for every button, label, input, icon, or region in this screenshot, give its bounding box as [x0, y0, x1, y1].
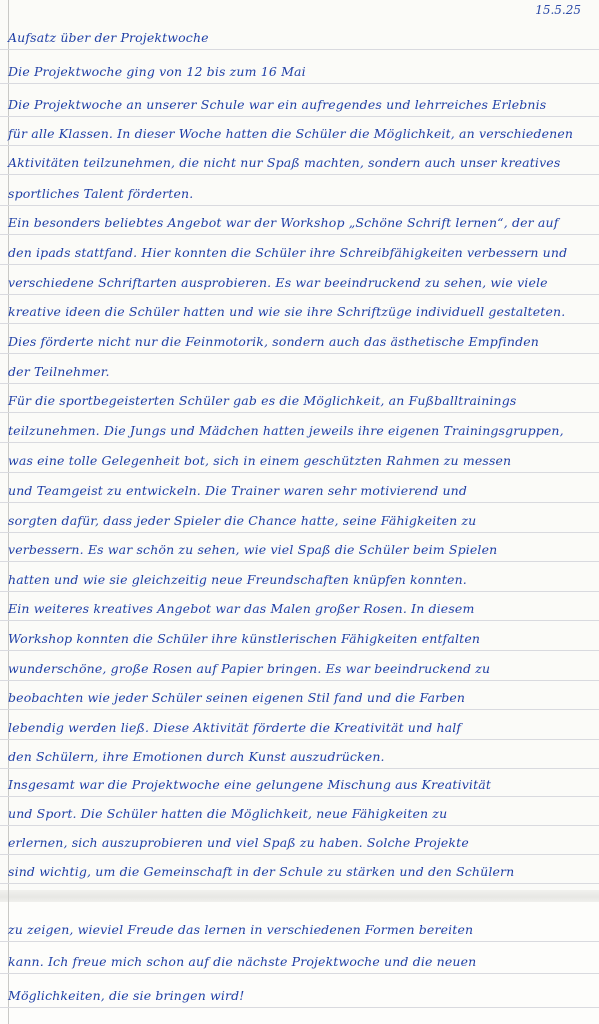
- text-line-2: Die Projektwoche an unserer Schule war ein aufregendes und lehrreiches Erlebnis: [8, 97, 547, 112]
- text-line-27: erlernen, sich auszuprobieren und viel Spaß zu haben. Solche Projekte: [8, 835, 469, 850]
- ruled-line: [0, 174, 599, 175]
- ruled-line: [0, 941, 599, 942]
- ruled-line: [0, 323, 599, 324]
- text-line-23: lebendig werden ließ. Diese Aktivität förderte die Kreativität und half: [8, 720, 462, 735]
- text-line-14: was eine tolle Gelegenheit bot, sich in einem geschützten Rahmen zu messen: [8, 453, 512, 468]
- ruled-line: [0, 854, 599, 855]
- text-line-6: Ein besonders beliebtes Angebot war der Workshop „Schöne Schrift lernen“, der auf: [8, 215, 559, 230]
- text-line-7: den ipads stattfand. Hier konnten die Schüler ihre Schreibfähigkeiten verbessern und: [8, 245, 568, 260]
- ruled-line: [0, 502, 599, 503]
- text-line-17: verbessern. Es war schön zu sehen, wie viel Spaß die Schüler beim Spielen: [8, 542, 498, 557]
- text-line-15: und Teamgeist zu entwickeln. Die Trainer waren sehr motivierend und: [8, 483, 468, 498]
- text-line-3: für alle Klassen. In dieser Woche hatten die Schüler die Möglichkeit, an verschiedenen: [8, 126, 574, 141]
- text-line-29: zu zeigen, wieviel Freude das lernen in verschiedenen Formen bereiten: [8, 922, 474, 937]
- text-line-19: Ein weiteres kreatives Angebot war das Malen großer Rosen. In diesem: [8, 601, 475, 616]
- ruled-line: [0, 145, 599, 146]
- text-line-25: Insgesamt war die Projektwoche eine gelungene Mischung aus Kreativität: [8, 777, 492, 792]
- ruled-line: [0, 353, 599, 354]
- ruled-line: [0, 739, 599, 740]
- text-line-16: sorgten dafür, dass jeder Spieler die Chance hatte, seine Fähigkeiten zu: [8, 513, 477, 528]
- ruled-line: [0, 768, 599, 769]
- text-line-26: und Sport. Die Schüler hatten die Möglichkeit, neue Fähigkeiten zu: [8, 806, 448, 821]
- ruled-line: [0, 709, 599, 710]
- text-line-10: Dies förderte nicht nur die Feinmotorik, sondern auch das ästhetische Empfinden: [8, 334, 539, 349]
- text-line-5: sportliches Talent förderten.: [8, 186, 194, 201]
- text-line-4: Aktivitäten teilzunehmen, die nicht nur Spaß machten, sondern auch unser kreatives: [8, 155, 561, 170]
- text-line-18: hatten und wie sie gleichzeitig neue Freundschaften knüpfen konnten.: [8, 572, 467, 587]
- ruled-line: [0, 591, 599, 592]
- ruled-line: [0, 264, 599, 265]
- text-line-24: den Schülern, ihre Emotionen durch Kunst auszudrücken.: [8, 749, 385, 764]
- ruled-line: [0, 49, 599, 50]
- ruled-line: [0, 883, 599, 884]
- ruled-line: [0, 83, 599, 84]
- ruled-line: [0, 472, 599, 473]
- essay-title: Aufsatz über der Projektwoche: [8, 30, 209, 45]
- text-line-9: kreative ideen die Schüler hatten und wie sie ihre Schriftzüge individuell gestalteten.: [8, 304, 566, 319]
- text-line-13: teilzunehmen. Die Jungs und Mädchen hatten jeweils ihre eigenen Trainingsgruppen,: [8, 423, 564, 438]
- text-line-20: Workshop konnten die Schüler ihre künstlerischen Fähigkeiten entfalten: [8, 631, 481, 646]
- ruled-line: [0, 973, 599, 974]
- text-line-30: kann. Ich freue mich schon auf die nächste Projektwoche und die neuen: [8, 954, 477, 969]
- ruled-line: [0, 620, 599, 621]
- text-line-8: verschiedene Schriftarten ausprobieren. Es war beeindruckend zu sehen, wie viele: [8, 275, 548, 290]
- text-line-22: beobachten wie jeder Schüler seinen eigenen Stil fand und die Farben: [8, 690, 466, 705]
- ruled-line: [0, 796, 599, 797]
- text-line-1: Die Projektwoche ging von 12 bis zum 16 Mai: [8, 64, 306, 79]
- text-line-28: sind wichtig, um die Gemeinschaft in der Schule zu stärken und den Schülern: [8, 864, 515, 879]
- text-line-11: der Teilnehmer.: [8, 364, 110, 379]
- ruled-line: [0, 412, 599, 413]
- ruled-line: [0, 294, 599, 295]
- text-line-31: Möglichkeiten, die sie bringen wird!: [8, 988, 245, 1003]
- ruled-line: [0, 1007, 599, 1008]
- ruled-line: [0, 561, 599, 562]
- ruled-line: [0, 205, 599, 206]
- ruled-line: [0, 532, 599, 533]
- ruled-line: [0, 825, 599, 826]
- ruled-line: [0, 442, 599, 443]
- ruled-line: [0, 116, 599, 117]
- ruled-line: [0, 234, 599, 235]
- date: 15.5.25: [535, 3, 581, 17]
- ruled-line: [0, 650, 599, 651]
- text-line-21: wunderschöne, große Rosen auf Papier bringen. Es war beeindruckend zu: [8, 661, 491, 676]
- ruled-line: [0, 383, 599, 384]
- ruled-line: [0, 680, 599, 681]
- text-line-12: Für die sportbegeisterten Schüler gab es die Möglichkeit, an Fußballtrainings: [8, 393, 517, 408]
